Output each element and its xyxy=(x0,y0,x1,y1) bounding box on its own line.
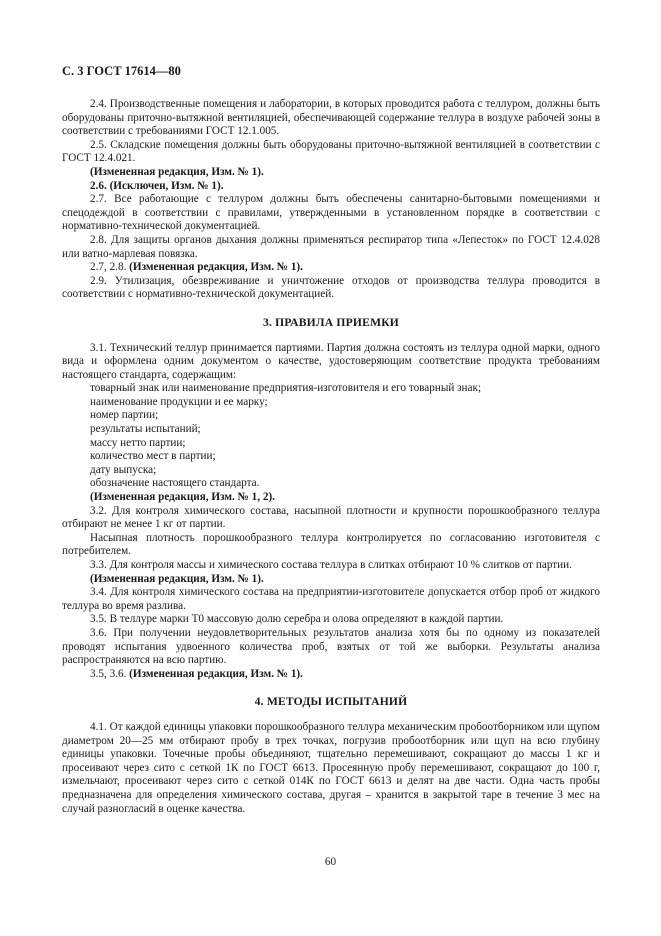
list-item: количество мест в партии; xyxy=(90,450,216,463)
amendment-note: (Измененная редакция, Изм. № 1). xyxy=(129,261,303,274)
note-lead: 2.7, 2.8. xyxy=(90,261,127,274)
paragraph-3-5: 3.5. В теллуре марки Т0 массовую долю серебра и олова определяют в каждой партии. xyxy=(90,613,504,626)
section-3-title: 3. ПРАВИЛА ПРИЕМКИ xyxy=(262,315,400,329)
paragraph-4-1: 4.1. От каждой единицы упаковки порошкообразного теллура механическим пробоотборником или щупом диаметром 20—25 мм отбирают пробу в трех точках, погрузив пробоотборник или щуп на всю глубину единицы упаковки. Точечные пробы объединяют, тщательно перемешивают, сокращают до массы 1 кг и просеивают через сито с сеткой 1К по ГОСТ 6613. Просеянную пробу перемешивают, сокращают до 100 г, измельчают, просеивают через сито с сеткой 014К по ГОСТ 6613 и делят на две части. Одна часть пробы предназначена для определения химического состава, другая – хранится в закрытой таре в течение 3 мес на случай разногласий в оценке качества. xyxy=(62,720,600,815)
list-item: наименование продукции и ее марку; xyxy=(90,395,268,408)
paragraph-3-4: 3.4. Для контроля химического состава на предприятии-изготовителе допускается отбор проб от жидкого теллура во время разлива. xyxy=(62,586,600,612)
paragraph-2-6: 2.6. (Исключен, Изм. № 1). xyxy=(90,179,224,192)
section-4-title: 4. МЕТОДЫ ИСПЫТАНИЙ xyxy=(254,695,408,709)
note-lead: 3.5, 3.6. xyxy=(90,667,127,680)
paragraph-2-7: 2.7. Все работающие с теллуром должны быть обеспечены санитарно-бытовыми помещениями и спецодеждой в соответствии с правилами, утвержденными в установленном порядке в соответствии с нормативно-технической документацией. xyxy=(62,193,600,233)
paragraph-3-2-b: Насыпная плотность порошкообразного теллура контролируется по согласованию изготовителя с потребителем. xyxy=(62,531,600,558)
paragraph-2-7-2-8-note xyxy=(62,261,600,275)
paragraph-3-1: 3.1. Технический теллур принимается партиями. Партия должна состоять из теллура одной марки, одного вида и оформлена одним документом о качестве, удостоверяющим соответствие продукта требованиям настоящего стандарта, содержащим: xyxy=(62,341,600,381)
paragraph-2-5: 2.5. Складские помещения должны быть оборудованы приточно-вытяжной вентиляцией в соответствии с ГОСТ 12.4.021. xyxy=(62,138,600,165)
paragraph-3-5-3-6-note xyxy=(62,668,600,682)
list-item: результаты испытаний; xyxy=(90,423,201,436)
paragraph-3-6: 3.6. При получении неудовлетворительных результатов анализа хотя бы по одному из показателей проводят испытания удвоенного количества проб, взятых от той же выборки. Результаты анализа распространяются на всю партию. xyxy=(62,626,600,667)
page-number: 60 xyxy=(324,856,337,868)
paragraph-3-2: 3.2. Для контроля химического состава, насыпной плотности и крупности порошкообразного теллура отбирают не менее 1 кг от партии. xyxy=(62,504,600,531)
amendment-note: (Измененная редакция, Изм. № 1). xyxy=(90,572,264,585)
paragraph-2-9: 2.9. Утилизация, обезвреживание и уничтожение отходов от производства теллура проводится в соответствии с нормативно-технической документацией. xyxy=(62,274,600,301)
list-item: номер партии; xyxy=(90,409,159,422)
page-header: С. 3 ГОСТ 17614—80 xyxy=(62,64,181,78)
paragraph-2-4: 2.4. Производственные помещения и лаборатории, в которых проводится работа с теллуром, должны быть оборудованы приточно-вытяжной вентиляцией, обеспечивающей содержание теллура в воздухе рабочей зоны в соответствии с требованиями ГОСТ 12.1.005. xyxy=(62,98,600,138)
document-body xyxy=(62,98,600,816)
list-item: массу нетто партии; xyxy=(90,436,186,449)
amendment-note: (Измененная редакция, Изм. № 1). xyxy=(90,165,264,178)
amendment-note: (Измененная редакция, Изм. № 1). xyxy=(129,667,303,680)
paragraph-3-3: 3.3. Для контроля массы и химического состава теллура в слитках отбирают 10 % слитков от партии. xyxy=(90,559,572,571)
list-item: обозначение настоящего стандарта. xyxy=(90,477,260,490)
list-item: товарный знак или наименование предприятия-изготовителя и его товарный знак; xyxy=(90,382,482,395)
amendment-note: (Измененная редакция, Изм. № 1, 2). xyxy=(90,491,275,504)
list-item: дату выпуска; xyxy=(90,463,157,476)
paragraph-2-8: 2.8. Для защиты органов дыхания должны применяться респиратор типа «Лепесток» по ГОСТ 12.4.028 или ватно-марлевая повязка. xyxy=(62,233,600,260)
